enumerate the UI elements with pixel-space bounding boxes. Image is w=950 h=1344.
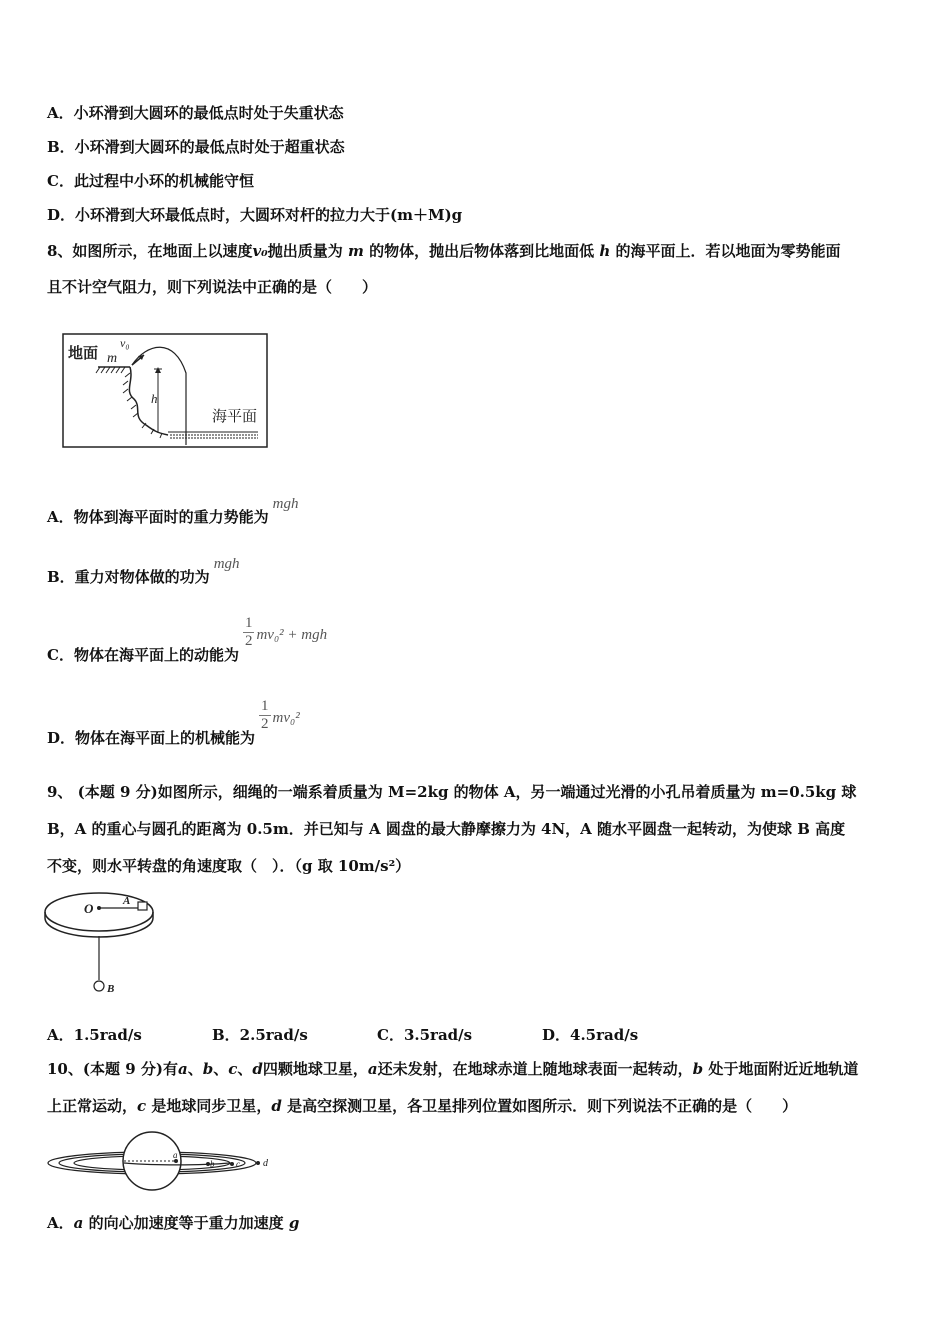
trajectory bbox=[132, 347, 186, 445]
q10-var-b: b bbox=[692, 1060, 704, 1078]
q8-option-d-text: D．物体在海平面上的机械能为 bbox=[47, 728, 256, 747]
q9-turntable-figure bbox=[42, 888, 158, 998]
q7-option-b: B．小环滑到大圆环的最低点时处于超重状态 bbox=[47, 138, 345, 156]
q10-sep: 、 bbox=[237, 1060, 253, 1078]
q8-stem-part: 的物体，抛出后物体落到比地面低 bbox=[369, 242, 595, 260]
label-b: B bbox=[107, 983, 115, 995]
q10-sep: 、 bbox=[213, 1060, 229, 1078]
q8-cliff-figure bbox=[62, 333, 269, 449]
sea-label: 海平面 bbox=[212, 407, 258, 425]
q10-option-a-text: A． bbox=[47, 1214, 74, 1232]
fraction-numerator: 1 bbox=[261, 698, 269, 714]
q10-option-a-g: g bbox=[288, 1214, 300, 1232]
q10-stem-line1 bbox=[47, 1058, 858, 1079]
label-b: b bbox=[210, 1159, 215, 1169]
q8-option-a bbox=[47, 496, 299, 527]
label-a: a bbox=[173, 1150, 178, 1160]
q10-var-b: b bbox=[202, 1060, 214, 1078]
disc-top bbox=[45, 893, 153, 931]
q10-sep: 、 bbox=[187, 1060, 203, 1078]
ground-label: 地面 bbox=[68, 344, 99, 362]
q8-option-c-text: C．物体在海平面上的动能为 bbox=[47, 645, 239, 664]
q10-var-a: a bbox=[367, 1060, 378, 1078]
sat-c bbox=[230, 1162, 234, 1166]
q9-stem-line2: B，A 的重心与圆孔的距离为 0.5m．并已知与 A 圆盘的最大静摩擦力为 4N，A 随水平圆盘一起转动，为使球 B 高度 bbox=[47, 820, 846, 838]
label-c: c bbox=[236, 1159, 240, 1169]
q8-stem-part: 8、如图所示，在地面上以速度 bbox=[47, 242, 253, 260]
q10-option-a bbox=[47, 1212, 299, 1233]
label-d: d bbox=[263, 1158, 268, 1169]
q10-var-d: d bbox=[271, 1097, 282, 1115]
q10-stem-part: 处于地面附近近地轨道 bbox=[708, 1060, 859, 1078]
q8-option-d bbox=[47, 698, 300, 747]
q7-option-a: A．小环滑到大圆环的最低点时处于失重状态 bbox=[47, 104, 344, 122]
label-a: A bbox=[123, 895, 131, 907]
q8-option-a-text: A．物体到海平面时的重力势能为 bbox=[47, 508, 269, 526]
q9-stem-line1: 9、 (本题 9 分)如图所示，细绳的一端系着质量为 M=2kg 的物体 A，另一端通过光滑的小孔吊着质量为 m=0.5kg 球 bbox=[47, 783, 857, 801]
q8-option-b bbox=[47, 556, 240, 587]
q7-option-c: C．此过程中小环的机械能守恒 bbox=[47, 172, 254, 190]
fraction-denominator: 2 bbox=[261, 716, 269, 732]
q8-option-a-math: mgh bbox=[272, 496, 299, 512]
q8-stem-line1 bbox=[47, 240, 841, 261]
q8-var-h: h bbox=[599, 242, 611, 260]
fraction-numerator: 1 bbox=[244, 615, 253, 631]
q9-option-a: A．1.5rad/s bbox=[47, 1026, 142, 1044]
cliff-edge bbox=[129, 367, 168, 435]
q10-option-a-text: 的向心加速度等于重力加速度 bbox=[88, 1214, 284, 1232]
ball-b bbox=[94, 981, 104, 991]
q10-var-c: c bbox=[137, 1097, 147, 1115]
q10-var-d: d bbox=[252, 1060, 263, 1078]
q9-option-b: B．2.5rad/s bbox=[212, 1026, 308, 1044]
q8-option-d-fraction bbox=[259, 698, 271, 733]
q10-var-c: c bbox=[228, 1060, 238, 1078]
label-o: O bbox=[84, 901, 94, 916]
q8-option-b-text: B．重力对物体做的功为 bbox=[47, 568, 210, 586]
q8-option-c-math: mv₀² + mgh bbox=[256, 626, 328, 643]
q10-option-a-var: a bbox=[73, 1214, 84, 1232]
q7-option-d: D．小环滑到大环最低点时，大圆环对杆的拉力大于(m＋M)g bbox=[47, 206, 463, 224]
q9-option-c: C．3.5rad/s bbox=[377, 1026, 473, 1044]
q8-option-c-fraction bbox=[243, 615, 255, 650]
q10-stem-part: 是高空探测卫星，各卫星排列位置如图所示．则下列说法不正确的是（ ） bbox=[287, 1097, 798, 1115]
fraction-denominator: 2 bbox=[244, 633, 253, 649]
velocity-label: v₀ bbox=[120, 336, 130, 350]
q8-option-b-math: mgh bbox=[213, 556, 240, 572]
q9-stem-line3: 不变，则水平转盘的角速度取（ ）．（g 取 10m/s²） bbox=[47, 857, 411, 875]
sat-d bbox=[256, 1161, 260, 1165]
q9-option-d: D．4.5rad/s bbox=[542, 1026, 639, 1044]
q8-option-d-math: mv₀² bbox=[272, 709, 300, 726]
mass-label: m bbox=[107, 351, 118, 366]
q8-var-m: m bbox=[348, 242, 364, 260]
q10-stem-line2 bbox=[47, 1095, 797, 1116]
q10-stem-part: 是地球同步卫星， bbox=[151, 1097, 272, 1115]
q8-var-v0: v₀ bbox=[252, 242, 268, 260]
height-label: h bbox=[151, 391, 158, 406]
q10-var-a: a bbox=[177, 1060, 188, 1078]
q10-stem-part: 还未发射，在地球赤道上随地球表面一起转动， bbox=[377, 1060, 693, 1078]
q10-stem-part: 上正常运动， bbox=[47, 1097, 138, 1115]
q8-stem-part: 抛出质量为 bbox=[267, 242, 343, 260]
q8-option-c bbox=[47, 615, 328, 664]
q8-stem-line2: 且不计空气阻力，则下列说法中正确的是（ ） bbox=[47, 278, 378, 296]
q8-stem-part: 的海平面上．若以地面为零势能面 bbox=[615, 242, 841, 260]
q10-satellite-figure bbox=[46, 1128, 282, 1194]
q10-stem-part: 四颗地球卫星， bbox=[262, 1060, 368, 1078]
block-a bbox=[138, 902, 147, 910]
q10-stem-part: 10、(本题 9 分)有 bbox=[47, 1060, 178, 1078]
